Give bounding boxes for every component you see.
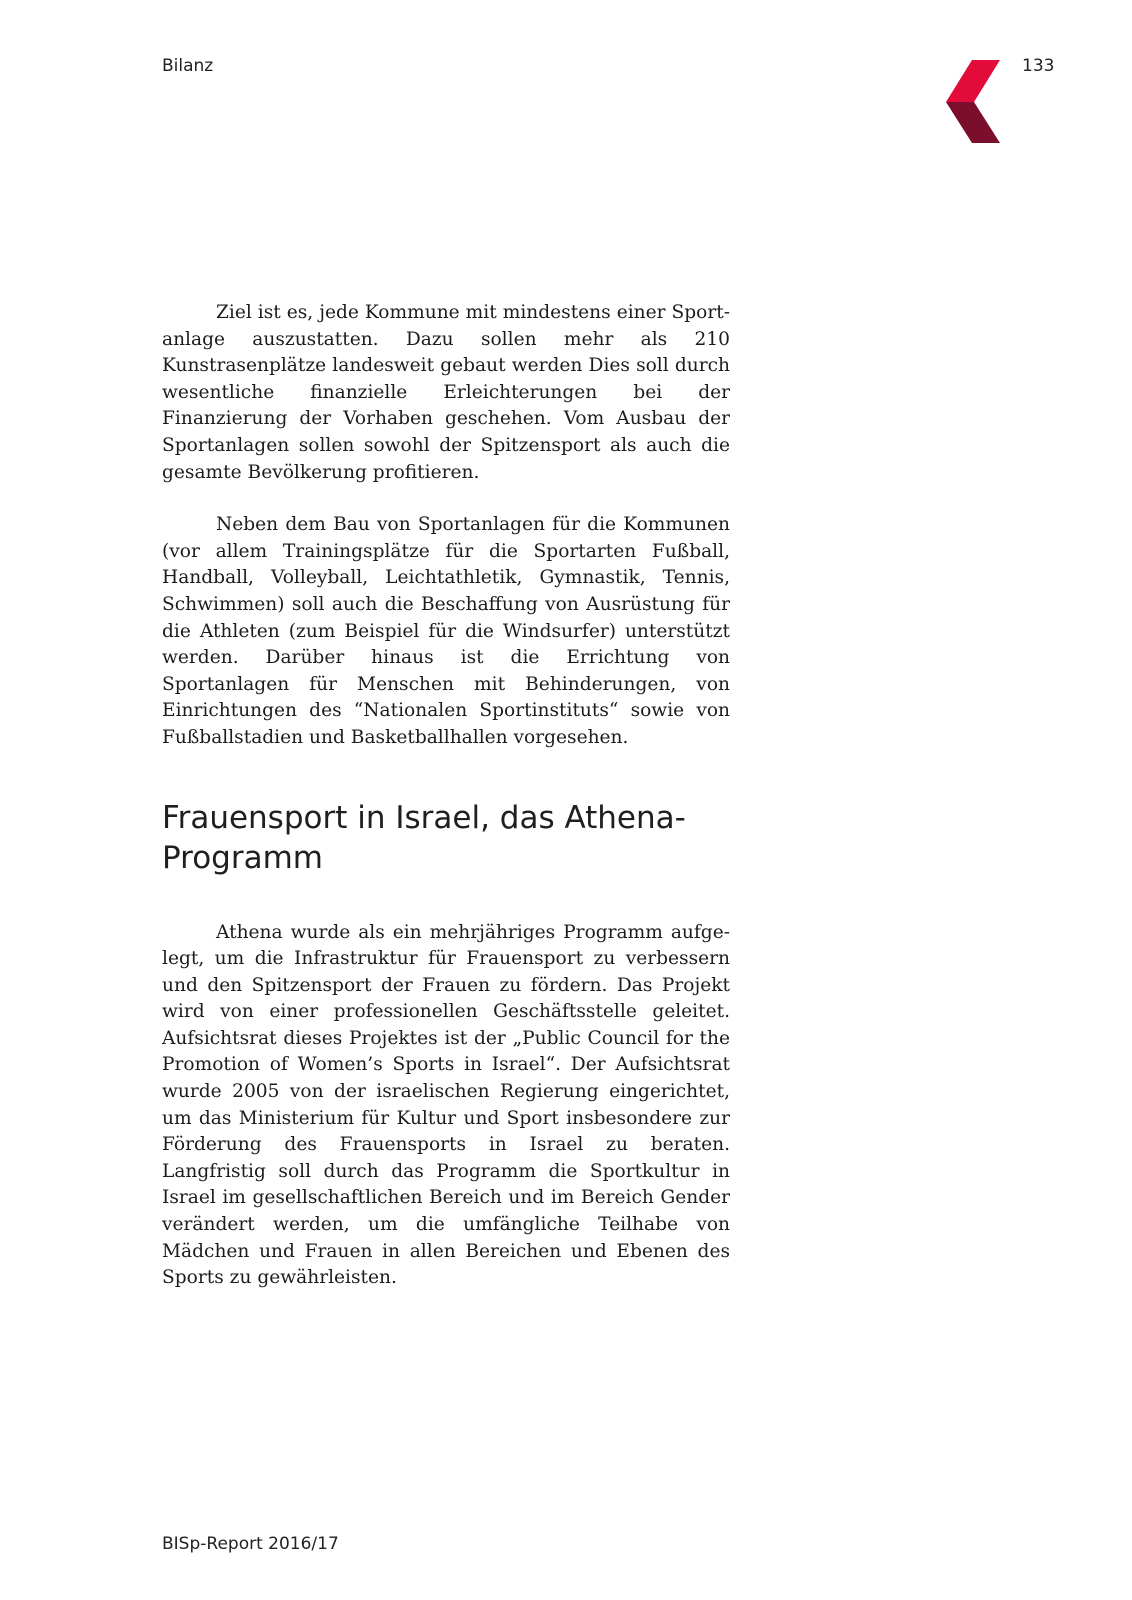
main-content — [162, 300, 730, 1292]
footer-report-title: BISp-Report 2016/17 — [162, 1534, 339, 1554]
chevron-lower-stroke — [946, 102, 1000, 143]
chevron-upper-stroke — [946, 60, 1000, 102]
paragraph-sportanlagen: Ziel ist es, jede Kommune mit mindestens einer Sportanlage auszustatten. Dazu sollen mehr als 210 Kunstrasenplätze landesweit gebaut werden Dies soll durch wesentliche finanzielle Erleichterungen bei der Finanzierung der Vorhaben geschehen. Vom Ausbau der Sportanlagen sollen sowohl der Spitzensport als auch die gesamte Bevölkerung profitieren. — [162, 302, 730, 483]
paragraph-athena: Athena wurde als ein mehrjähriges Programm aufgelegt, um die Infrastruktur für Frauensport zu verbessern und den Spitzensport der Frauen zu fördern. Das Projekt wird von einer professionellen Geschäftsstelle geleitet. Aufsichtsrat dieses Projektes ist der „Public Council for the Promotion of Women’s Sports in Israel“. Der Aufsichtsrat wurde 2005 von der israelischen Regierung eingerichtet, um das Ministerium für Kultur und Sport insbesondere zur Förderung des Frauensports in Israel zu beraten. Langfristig soll durch das Programm die Sportkultur in Israel im gesellschaftlichen Bereich und im Bereich Gender verändert werden, um die umfängliche Teilhabe von Mädchen und Frauen in allen Bereichen und Ebenen des Sports zu gewährleisten. — [162, 921, 730, 1289]
running-head-section: Bilanz — [162, 56, 214, 76]
page-number: 133 — [1022, 56, 1055, 76]
paragraph-kommunen: Neben dem Bau von Sportanlagen für die Kommunen (vor allem Trainingsplätze für die Sportarten Fußball, Handball, Volleyball, Leichtathletik, Gymnastik, Tennis, Schwimmen) soll auch die Beschaffung von Ausrüstung für die Athleten (zum Beispiel für die Windsurfer) unterstützt werden. Darüber hinaus ist die Errichtung von Sportanlagen für Menschen mit Behinderungen, von Einrichtungen des “Nationalen Sportinstituts“ sowie von Fußballstadien und Basketballhallen vorgesehen. — [162, 514, 730, 748]
section-heading-athena: Frauensport in Israel, das Athena-Programm — [162, 799, 686, 876]
chevron-left-icon — [944, 60, 1000, 143]
